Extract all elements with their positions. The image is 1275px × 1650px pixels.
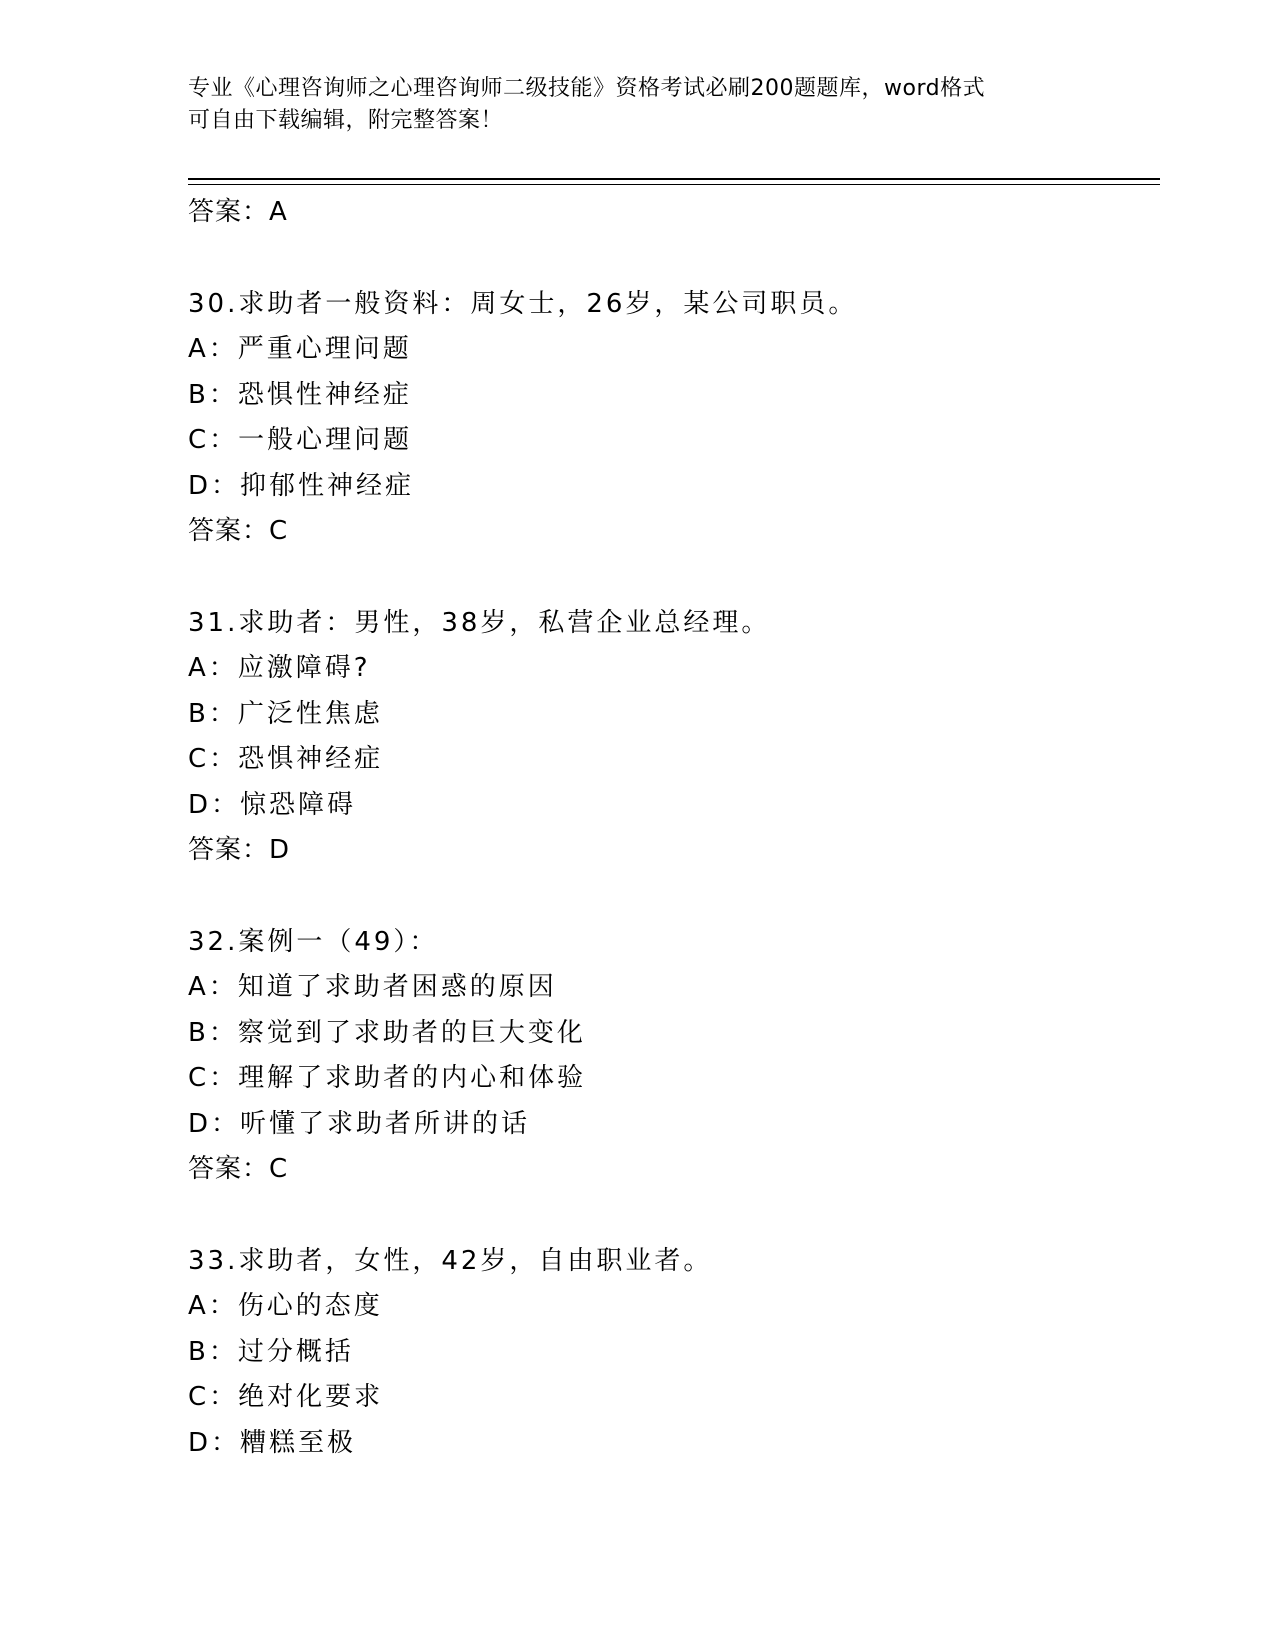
question-stem: 32.案例一（49）： [188, 926, 439, 957]
document-header [188, 73, 1088, 137]
option-d: D：抑郁性神经症 [188, 470, 415, 501]
spacer [188, 236, 1148, 282]
option-c: C：一般心理问题 [188, 425, 413, 455]
option-c: C：恐惧神经症 [188, 744, 384, 774]
option-a: A：伤心的态度 [188, 1291, 383, 1321]
header-line-2: 可自由下载编辑，附完整答案！ [188, 108, 504, 133]
option-a: A：知道了求助者困惑的原因 [188, 972, 557, 1002]
answer-label: 答案：A [188, 197, 288, 227]
question-block [188, 920, 1148, 1193]
question-stem: 31.求助者：男性，38岁，私营企业总经理。 [188, 607, 771, 638]
answer-label: 答案：C [188, 516, 289, 546]
option-b: B：广泛性焦虑 [188, 698, 383, 729]
header-line-1: 专业《心理咨询师之心理咨询师二级技能》资格考试必刷200题题库，word格式 [188, 76, 986, 101]
question-stem: 30.求助者一般资料：周女士，26岁，某公司职员。 [188, 288, 858, 319]
question-block [188, 1239, 1148, 1467]
answer-label: 答案：D [188, 835, 291, 865]
option-a: A：严重心理问题 [188, 334, 412, 364]
answer-label: 答案：C [188, 1154, 289, 1184]
option-d: D：糟糕至极 [188, 1427, 357, 1458]
option-b: B：过分概括 [188, 1336, 354, 1367]
spacer [188, 1193, 1148, 1239]
option-a: A：应激障碍? [188, 653, 371, 683]
option-d: D：听懂了求助者所讲的话 [188, 1108, 531, 1139]
spacer [188, 874, 1148, 920]
header-divider [188, 178, 1160, 180]
option-c: C：理解了求助者的内心和体验 [188, 1063, 587, 1093]
option-b: B：察觉到了求助者的巨大变化 [188, 1017, 586, 1048]
question-block [188, 601, 1148, 874]
question-list [188, 190, 1148, 1466]
question-block [188, 282, 1148, 555]
question-stem: 33.求助者，女性，42岁，自由职业者。 [188, 1245, 713, 1276]
header-divider-thin [188, 184, 1160, 185]
option-c: C：绝对化要求 [188, 1382, 384, 1412]
spacer [188, 555, 1148, 601]
option-d: D：惊恐障碍 [188, 789, 357, 820]
option-b: B：恐惧性神经症 [188, 379, 412, 410]
